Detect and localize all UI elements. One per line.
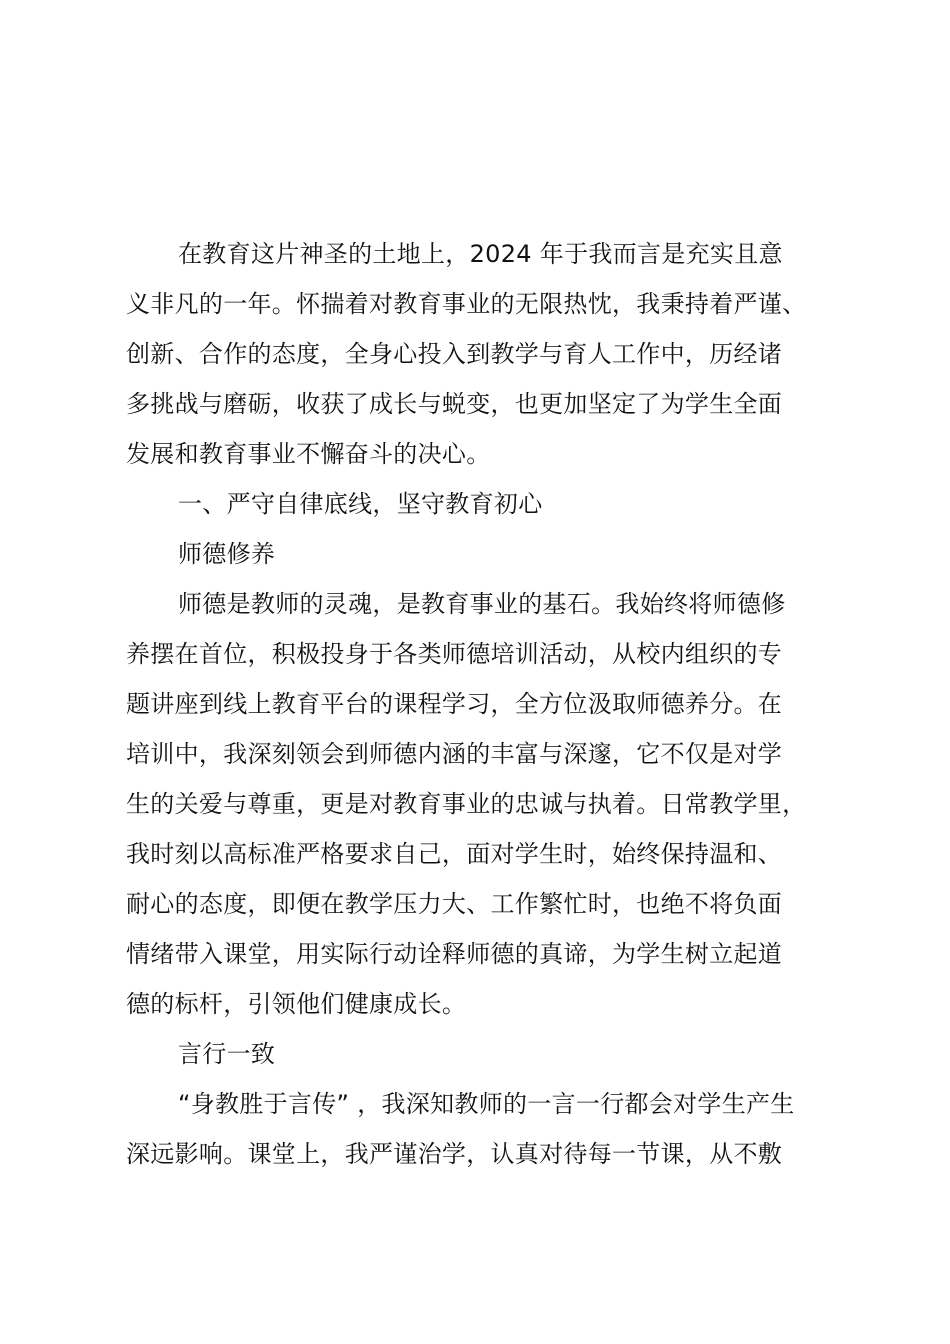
conduct-line-1: “身教胜于言传” ，我深知教师的一言一行都会对学生产生 [178,1090,795,1118]
ethics-line-4: 培训中，我深刻领会到师德内涵的丰富与深邃，它不仅是对学 [126,740,783,768]
ethics-line-2: 养摆在首位，积极投身于各类师德培训活动，从校内组织的专 [126,640,783,668]
intro-line-2: 义非凡的一年。怀揣着对教育事业的无限热忱，我秉持着严谨、 [126,290,807,318]
ethics-line-6: 我时刻以高标准严格要求自己，面对学生时，始终保持温和、 [126,840,783,868]
subheading-conduct: 言行一致 [178,1040,276,1068]
ethics-line-5: 生的关爱与尊重，更是对教育事业的忠诚与执着。日常教学里， [126,790,807,818]
ethics-line-3: 题讲座到线上教育平台的课程学习，全方位汲取师德养分。在 [126,690,783,718]
ethics-line-8: 情绪带入课堂，用实际行动诠释师德的真谛，为学生树立起道 [126,940,783,968]
subheading-ethics: 师德修养 [178,540,276,568]
ethics-line-9: 德的标杆，引领他们健康成长。 [126,990,467,1018]
intro-line-5: 发展和教育事业不懈奋斗的决心。 [126,440,491,468]
intro-line-3: 创新、合作的态度，全身心投入到教学与育人工作中，历经诸 [126,340,783,368]
conduct-line-2: 深远影响。课堂上，我严谨治学，认真对待每一节课，从不敷 [126,1140,783,1168]
section-heading: 一、严守自律底线，坚守教育初心 [178,490,543,518]
intro-line-4: 多挑战与磨砺，收获了成长与蜕变，也更加坚定了为学生全面 [126,390,783,418]
ethics-line-7: 耐心的态度，即便在教学压力大、工作繁忙时，也绝不将负面 [126,890,783,918]
intro-line-1: 在教育这片神圣的土地上，2024 年于我而言是充实且意 [178,240,783,268]
ethics-line-1: 师德是教师的灵魂，是教育事业的基石。我始终将师德修 [178,590,786,618]
